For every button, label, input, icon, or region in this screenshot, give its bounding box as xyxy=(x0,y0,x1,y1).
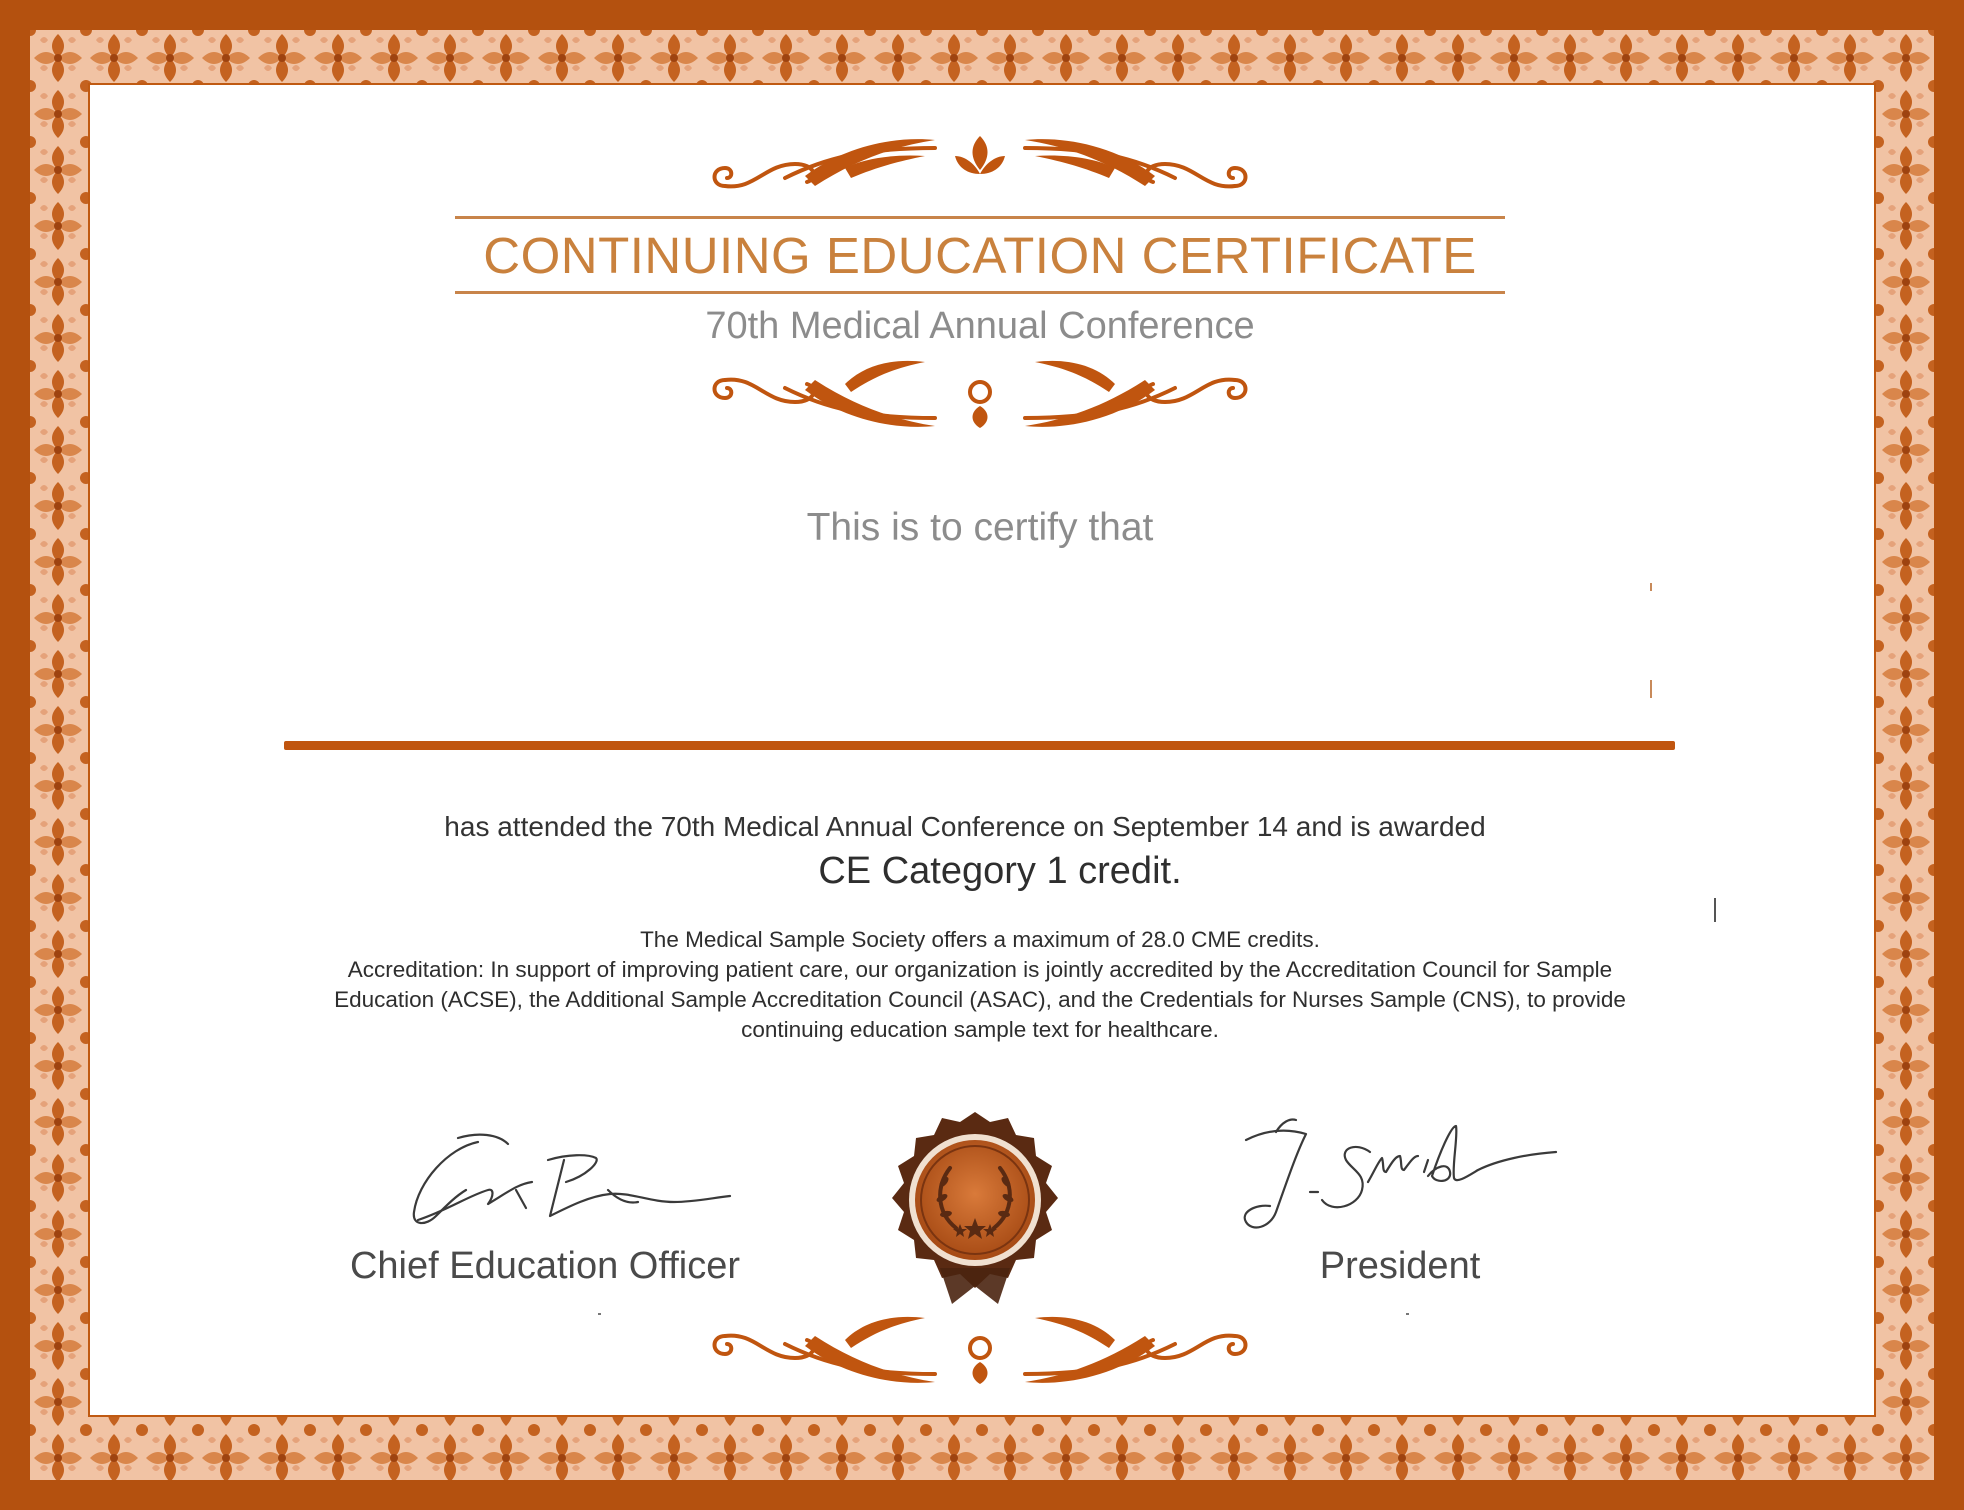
fine-print-line: The Medical Sample Society offers a maximum of 28.0 CME credits. xyxy=(640,927,1320,952)
right-signature xyxy=(1240,1112,1560,1242)
stray-mark xyxy=(1650,583,1652,591)
subtitle-flourish-icon xyxy=(705,354,1255,430)
certificate-title: CONTINUING EDUCATION CERTIFICATE xyxy=(483,227,1477,284)
top-flourish-icon xyxy=(705,128,1255,204)
bottom-flourish-icon xyxy=(705,1310,1255,1386)
fine-print-line: continuing education sample text for healthcare. xyxy=(741,1017,1219,1042)
award-seal-icon xyxy=(880,1108,1070,1304)
stray-mark xyxy=(1650,680,1652,698)
right-signature-label: President xyxy=(1319,1245,1481,1287)
left-signature xyxy=(398,1130,738,1240)
title-rule-top xyxy=(455,216,1505,219)
certificate-subtitle: 70th Medical Annual Conference xyxy=(705,305,1255,347)
fine-print-line: Education (ACSE), the Additional Sample Accreditation Council (ASAC), and the Credentials for Nurses Sample (CNS), to provide xyxy=(334,987,1626,1012)
stray-mark xyxy=(598,1313,601,1315)
certify-text: This is to certify that xyxy=(806,506,1154,549)
attendance-text: has attended the 70th Medical Annual Conference on September 14 and is awarded xyxy=(444,811,1486,842)
left-signature-label: Chief Education Officer xyxy=(349,1245,741,1287)
recipient-name-line xyxy=(284,741,1675,750)
title-rule-bottom xyxy=(455,291,1505,294)
stray-mark xyxy=(1714,898,1716,922)
fine-print-line: Accreditation: In support of improving patient care, our organization is jointly accredited by the Accreditation Council for Sample xyxy=(347,957,1613,982)
credit-text: CE Category 1 credit. xyxy=(818,850,1182,892)
stray-mark xyxy=(1406,1313,1409,1315)
